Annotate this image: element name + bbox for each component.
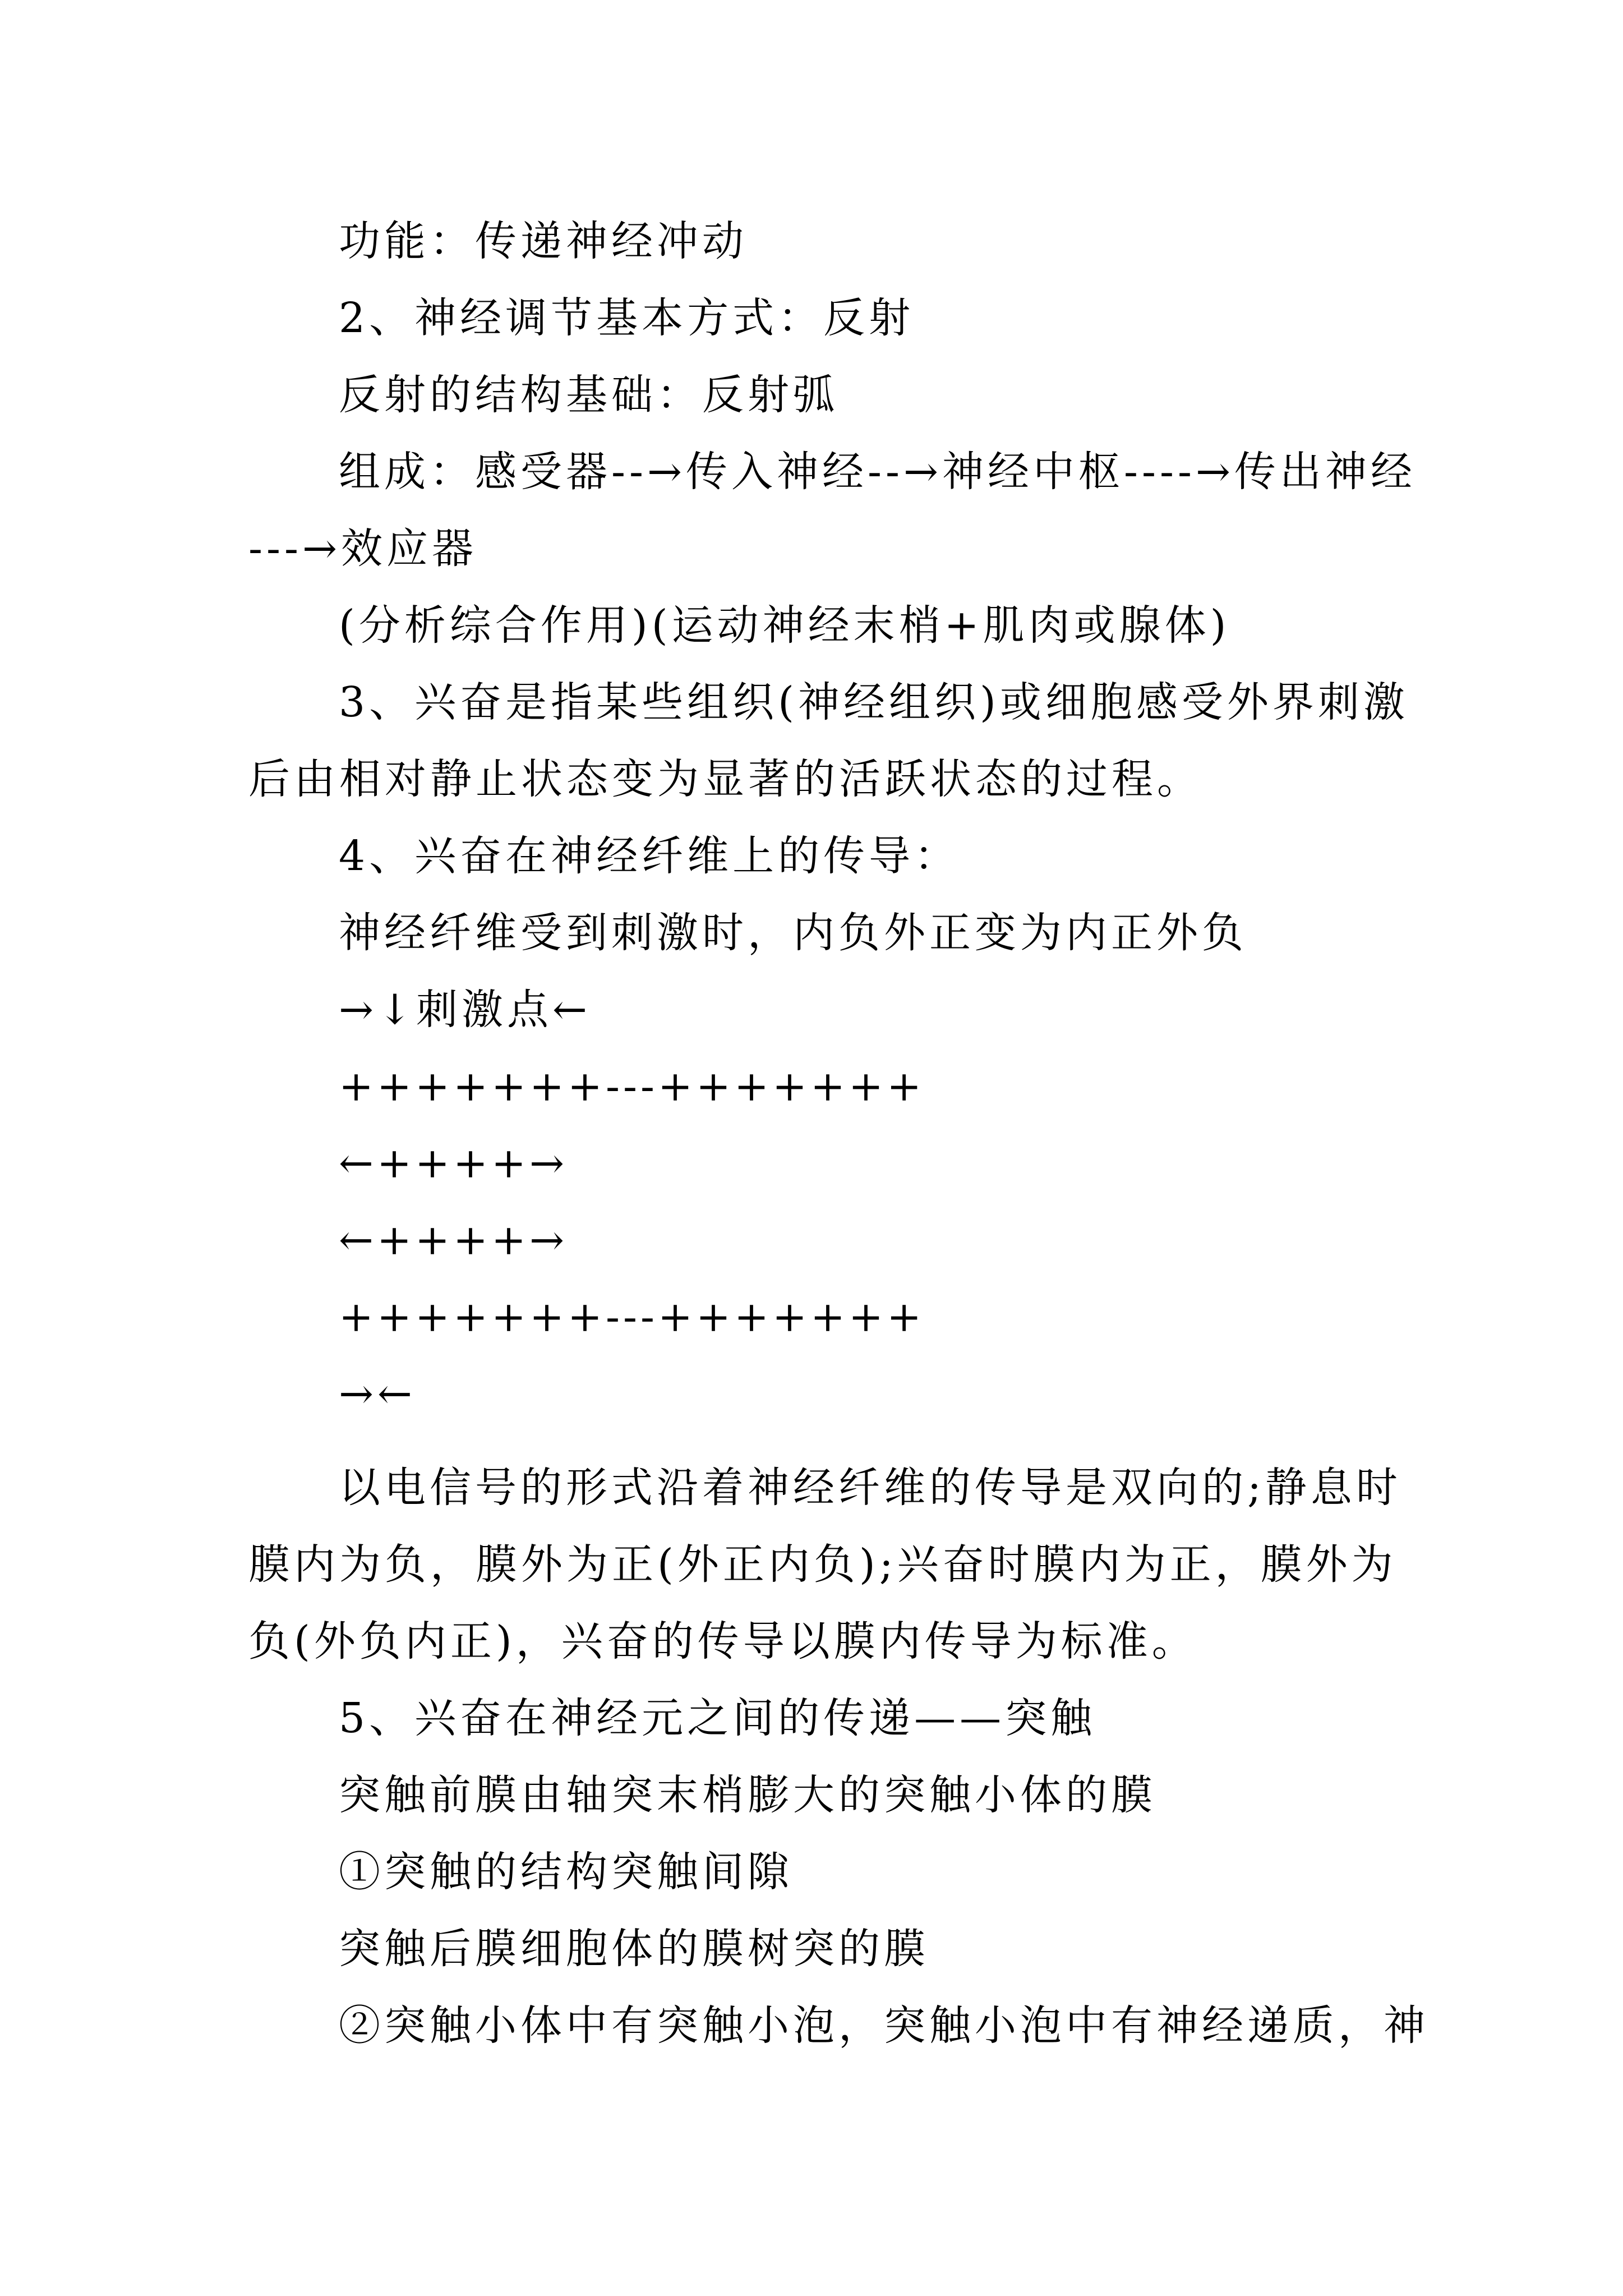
text-line: (分析综合作用)(运动神经末梢+肌肉或腺体) xyxy=(339,601,1230,650)
text-line: ---→效应器 xyxy=(248,524,478,573)
text-line: 功能：传递神经冲动 xyxy=(339,217,748,265)
text-line: 突触前膜由轴突末梢膨大的突触小体的膜 xyxy=(339,1771,1156,1819)
diagram-line: +++++++---+++++++ xyxy=(339,1293,925,1341)
diagram-line: ←++++→ xyxy=(339,1139,568,1188)
diagram-line: →↓刺激点← xyxy=(339,986,592,1034)
text-line: 反射的结构基础：反射弧 xyxy=(339,371,838,419)
text-line: ②突触小体中有突触小泡，突触小泡中有神经递质，神 xyxy=(339,2001,1429,2050)
text-line: 膜内为负，膜外为正(外正内负);兴奋时膜内为正，膜外为 xyxy=(248,1540,1397,1589)
text-line: 组成：感受器--→传入神经--→神经中枢----→传出神经 xyxy=(339,448,1417,496)
diagram-line: +++++++---+++++++ xyxy=(339,1062,925,1111)
text-line: 以电信号的形式沿着神经纤维的传导是双向的;静息时 xyxy=(339,1464,1401,1512)
text-line: 神经纤维受到刺激时，内负外正变为内正外负 xyxy=(339,909,1247,957)
text-line: 突触后膜细胞体的膜树突的膜 xyxy=(339,1925,929,1973)
diagram-line: ←++++→ xyxy=(339,1216,568,1264)
document-body xyxy=(248,203,1429,2064)
text-line: 5、兴奋在神经元之间的传递——突触 xyxy=(339,1694,1096,1742)
text-line: 2、神经调节基本方式：反射 xyxy=(339,294,915,342)
spacer xyxy=(248,1433,1370,1450)
text-line: 4、兴奋在神经纤维上的传导： xyxy=(339,832,960,880)
text-line: 3、兴奋是指某些组织(神经组织)或细胞感受外界刺激 xyxy=(339,678,1409,726)
text-line: ①突触的结构突触间隙 xyxy=(339,1848,793,1896)
text-line: 负(外负内正)，兴奋的传导以膜内传导为标准。 xyxy=(248,1617,1197,1665)
diagram-line: →← xyxy=(339,1370,417,1418)
text-line: 后由相对静止状态变为显著的活跃状态的过程。 xyxy=(248,755,1202,803)
